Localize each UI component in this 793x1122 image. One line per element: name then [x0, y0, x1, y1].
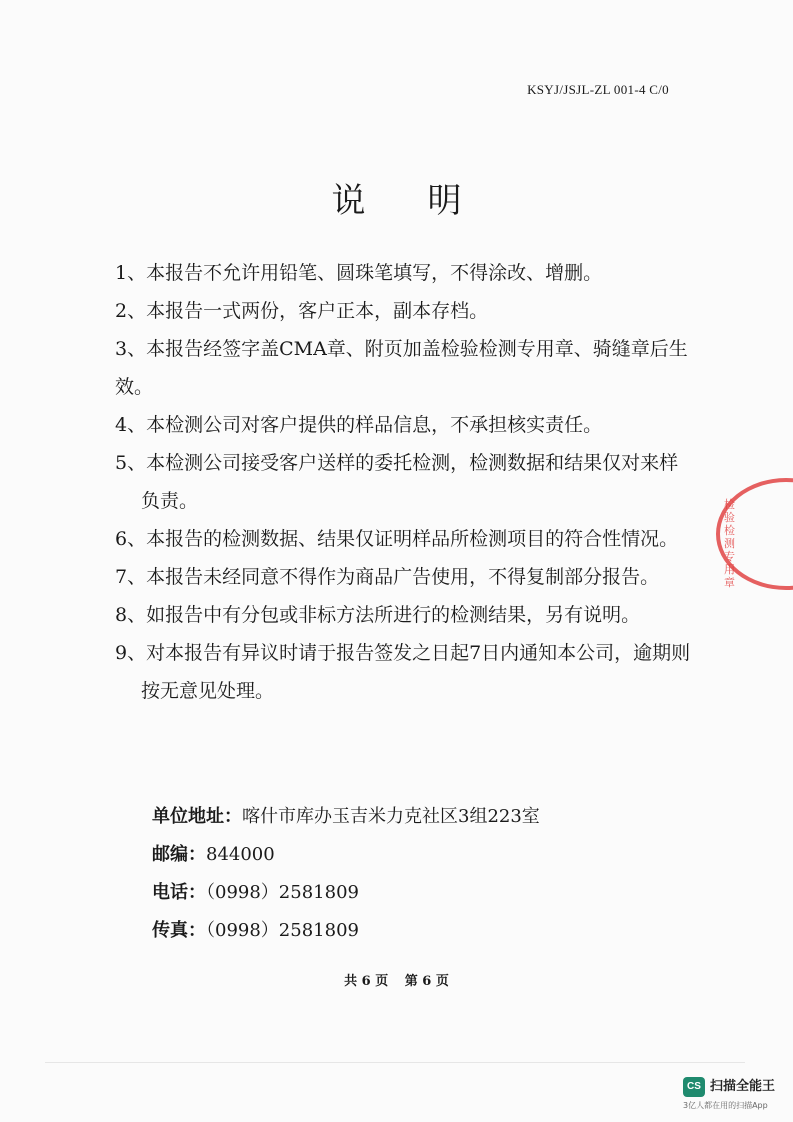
note-text: 2、本报告一式两份，客户正本，副本存档。 — [115, 300, 489, 322]
address-label: 单位地址： — [152, 806, 242, 827]
list-item — [115, 292, 695, 330]
list-item — [115, 520, 695, 558]
note-text: 8、如报告中有分包或非标方法所进行的检测结果，另有说明。 — [115, 604, 641, 626]
address-row — [152, 798, 540, 836]
note-continuation: 负责。 — [141, 490, 199, 512]
seal-text: 检验检测专用章 — [724, 498, 735, 589]
page-counter — [0, 970, 793, 989]
divider — [45, 1062, 745, 1063]
phone-row — [152, 874, 540, 912]
note-text: 9、对本报告有异议时请于报告签发之日起7日内通知本公司，逾期则 — [115, 642, 691, 664]
postcode-row — [152, 836, 540, 874]
phone-label: 电话： — [152, 882, 206, 903]
list-item — [115, 254, 695, 292]
note-text: 4、本检测公司对客户提供的样品信息，不承担核实责任。 — [115, 414, 603, 436]
scanner-tagline: 3亿人都在用的扫描App — [683, 1101, 768, 1110]
list-item — [115, 330, 695, 406]
postcode-value: 844000 — [206, 844, 275, 865]
document-code: KSYJ/JSJL-ZL 001-4 C/0 — [527, 82, 669, 97]
camscanner-logo-icon: CS — [683, 1077, 705, 1097]
note-text: 1、本报告不允许用铅笔、圆珠笔填写，不得涂改、增删。 — [115, 262, 603, 284]
page-current: 第 6 页 — [404, 974, 449, 989]
list-item — [115, 596, 695, 634]
note-continuation: 按无意见处理。 — [141, 680, 275, 702]
contact-block — [152, 798, 540, 950]
address-value: 喀什市库办玉吉米力克社区3组223室 — [242, 806, 540, 827]
note-text: 6、本报告的检测数据、结果仅证明样品所检测项目的符合性情况。 — [115, 528, 679, 550]
scanner-watermark — [683, 1075, 783, 1115]
note-text: 7、本报告未经同意不得作为商品广告使用，不得复制部分报告。 — [115, 566, 660, 588]
note-text: 3、本报告经签字盖CMA章、附页加盖检验检测专用章、骑缝章后生效。 — [115, 338, 688, 398]
list-item — [115, 444, 695, 520]
list-item — [115, 406, 695, 444]
fax-value: （0998）2581809 — [206, 920, 359, 941]
page-total: 共 6 页 — [344, 974, 389, 989]
scanner-app-name: 扫描全能王 — [710, 1079, 776, 1094]
notes-list — [115, 254, 695, 710]
list-item — [115, 634, 695, 710]
list-item — [115, 558, 695, 596]
note-text: 5、本检测公司接受客户送样的委托检测，检测数据和结果仅对来样 — [115, 452, 679, 474]
phone-value: （0998）2581809 — [206, 882, 359, 903]
fax-label: 传真： — [152, 920, 206, 941]
postcode-label: 邮编： — [152, 844, 206, 865]
page-title: 说明 — [331, 180, 524, 221]
fax-row — [152, 912, 540, 950]
seal-stamp-icon — [716, 478, 793, 590]
